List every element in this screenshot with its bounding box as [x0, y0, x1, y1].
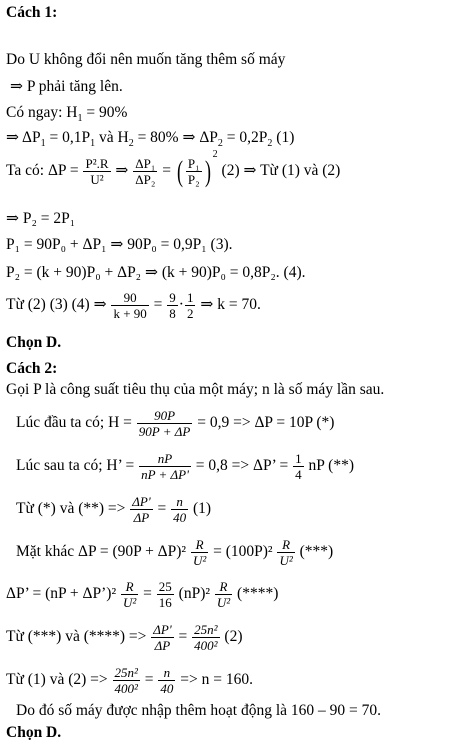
m1-line-7: P₁ = 90P₀ + ΔP₁ ⇒ 90P₀ = 0,9P₁ (3). [6, 236, 233, 253]
m2-line-7: Từ (***) và (****) => $\frac{\Delta P'}{\Delta P}$ = $\frac{\text{25n²}}{\text{400²}}$ (2) [6, 622, 243, 653]
method-1-heading: Cách 1: [6, 4, 58, 21]
m1-line-5: Ta có: ΔP = $\frac{\text{P².R}}{\text{U²}}$ ⇒ $\frac{\text{ΔP₁}}{\text{ΔP₂}}$ = ( $\frac{\text{P₁}}{\text{P₂}}$ )$^2$ (2) ⇒ Từ (1) và (2) [6, 148, 341, 188]
m2-answer: Chọn D. [6, 724, 62, 741]
m1-answer: Chọn D. [6, 334, 62, 351]
m1-line-9: Từ (2) (3) (4) ⇒ $\frac{90}{k + 90}$ = $\frac{9}{8}$ · $\frac{1}{2}$ ⇒ k = 70. [6, 290, 261, 321]
m2-line-3: Lúc sau ta có; H’ = $\frac{nP}{nP + \Delta P'}$ = 0,8 => ΔP’ = $\frac{1}{4}$ nP (**) [16, 451, 354, 482]
m1-line-3: Có ngay: $H_1 = 90\%$ [6, 104, 128, 125]
m1-line-4: ⇒ $\Delta P_1 = 0,1P_1$ và $H_2 = 80\%$ ⇒ $\Delta P_2 = 0,2P_2$ (1) [6, 129, 295, 150]
m2-line-5: Mặt khác ΔP = (90P + ΔP)² $\frac{R}{\text{U²}}$ = (100P)² $\frac{R}{\text{U²}}$ (***) [16, 537, 334, 568]
fraction-p1-p2: $\frac{\text{P₁}}{\text{P₂}}$ [187, 156, 200, 187]
m2-line-9: Do đó số máy được nhập thêm hoạt động là 160 – 90 = 70. [16, 702, 381, 719]
fraction-p2r-u2: $\frac{\text{P².R}}{\text{U²}}$ [85, 156, 109, 187]
m2-line-8: Từ (1) và (2) => $\frac{\text{25n²}}{\text{400²}}$ = $\frac{n}{40}$ => n = 160. [6, 665, 254, 696]
m2-line-6: ΔP’ = (nP + ΔP’)² $\frac{R}{\text{U²}}$ = $\frac{25}{16}$ (nP)² $\frac{R}{\text{U²}}$ (****) [6, 579, 279, 610]
m2-line-1: Gọi P là công suất tiêu thụ của một máy; n là số máy lần sau. [6, 381, 385, 398]
method-2-heading: Cách 2: [6, 360, 58, 377]
m1-line-6: ⇒ P₂ = 2P₁ [6, 210, 76, 227]
fraction-90-k90: $\frac{90}{k + 90}$ [113, 290, 147, 321]
m2-line-4: Từ (*) và (**) => $\frac{\Delta P'}{\Delta P}$ = $\frac{n}{40}$ (1) [16, 494, 212, 525]
fraction-dp1-dp2: $\frac{\text{ΔP₁}}{\text{ΔP₂}}$ [135, 156, 156, 187]
fraction-efficiency-after: $\frac{nP}{nP + \Delta P'}$ [141, 451, 189, 482]
fraction-efficiency-initial: $\frac{90P}{90P + \Delta P}$ [138, 408, 191, 439]
m1-line-8: P₂ = (k + 90)P₀ + ΔP₂ ⇒ (k + 90)P₀ = 0,8P₂. (4). [6, 264, 306, 281]
m1-line-2: ⇒ P phải tăng lên. [10, 78, 123, 95]
m2-line-2: Lúc đầu ta có; H = $\frac{90P}{90P + \Delta P}$ = 0,9 => ΔP = 10P (*) [16, 408, 335, 439]
m1-line-1: Do U không đổi nên muốn tăng thêm số máy [6, 51, 286, 68]
